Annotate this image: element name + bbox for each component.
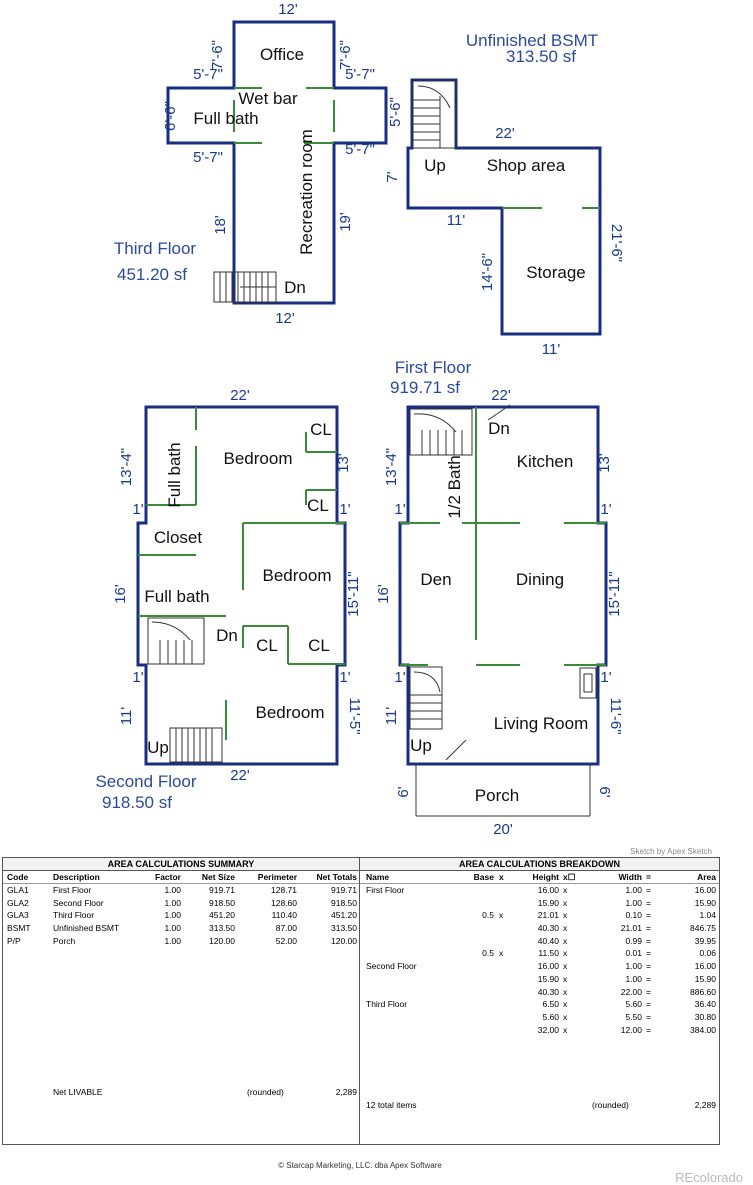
breakdown-cell-eq: = — [646, 910, 651, 921]
breakdown-cell-base: 0.5 — [482, 910, 494, 921]
room-office: Office — [259, 45, 305, 64]
summary-row — [3, 884, 359, 897]
summary-cell-description: First Floor — [53, 885, 92, 895]
room-recreation: Recreation room — [297, 129, 316, 255]
first-floor-plan — [375, 358, 624, 838]
summary-cell-net-total: 451.20 — [331, 910, 357, 921]
summary-row — [3, 909, 359, 922]
third-floor-stairs — [214, 272, 276, 302]
third-dim-right-ext-top: 5'-7" — [345, 66, 375, 83]
breakdown-cell-area: 36.40 — [694, 999, 716, 1010]
breakdown-row — [360, 998, 719, 1011]
summary-cell-net-total: 919.71 — [331, 885, 357, 895]
room-dining: Dining — [515, 570, 565, 589]
summary-cell-perimeter: 52.00 — [275, 935, 297, 946]
breakdown-cell-width: 12.00 — [620, 1024, 642, 1035]
basement-title: Unfinished BSMT — [465, 31, 599, 50]
breakdown-cell-eq: = — [646, 885, 651, 895]
breakdown-cell-eq: = — [646, 935, 651, 946]
second-stairs-up: Up — [147, 738, 169, 757]
room-storage: Storage — [526, 263, 586, 282]
summary-row — [3, 897, 359, 910]
breakdown-cell-eq: = — [646, 961, 651, 972]
breakdown-row — [360, 935, 719, 948]
breakdown-cell-width: 0.99 — [625, 935, 642, 946]
breakdown-cell-height: 11.50 — [538, 948, 559, 959]
summary-cell-perimeter: 110.40 — [271, 910, 297, 921]
summary-cell-net-size: 918.50 — [209, 897, 235, 908]
summary-cell-net-total: 313.50 — [331, 923, 357, 934]
second-floor-title: Second Floor — [95, 772, 197, 791]
second-floor-plan — [95, 387, 363, 812]
breakdown-total: 2,289 — [694, 1100, 716, 1110]
summary-row — [3, 922, 359, 935]
room-full-bath-third: Full bath — [193, 109, 259, 128]
breakdown-row — [360, 922, 719, 935]
breakdown-header-eq: = — [646, 872, 651, 882]
first-dim-step-right-bottom: 1' — [600, 669, 612, 686]
summary-rows — [3, 884, 359, 947]
summary-header-code: Code — [7, 872, 29, 882]
breakdown-cell-width: 5.50 — [625, 1011, 642, 1022]
basement-stairs-up: Up — [424, 156, 446, 175]
first-dim-step-left-top: 1' — [394, 501, 406, 518]
summary-cell-factor: 1.00 — [164, 885, 181, 895]
summary-cell-net-total: 918.50 — [331, 897, 357, 908]
breakdown-cell-x2: x — [563, 961, 568, 972]
room-half-bath: 1/2 Bath — [445, 455, 464, 519]
second-dim-left-lower: 11' — [118, 706, 135, 726]
basement-dim-mid: 11' — [446, 212, 466, 229]
breakdown-cell-height: 5.60 — [542, 1011, 559, 1022]
breakdown-cell-width: 0.01 — [625, 948, 642, 959]
second-floor-area: 918.50 sf — [102, 793, 172, 812]
first-dim-right-mid: 15'-11" — [606, 571, 623, 617]
summary-cell-factor: 1.00 — [164, 923, 181, 934]
second-dim-step-right-bottom: 1' — [339, 669, 351, 686]
summary-cell-description: Unfinished BSMT — [53, 923, 120, 934]
breakdown-rounded: (rounded) — [592, 1100, 629, 1110]
breakdown-cell-x2: x — [563, 1024, 568, 1035]
room-kitchen: Kitchen — [516, 452, 574, 471]
first-dim-top: 22' — [491, 387, 511, 404]
fireplace-icon — [580, 668, 596, 698]
breakdown-cell-area: 30.80 — [694, 1011, 716, 1022]
breakdown-cell-width: 1.00 — [625, 885, 642, 895]
breakdown-cell-x2: x — [563, 986, 568, 997]
third-dim-bottom: 12' — [275, 310, 295, 327]
breakdown-header-width: Width — [618, 872, 642, 882]
breakdown-cell-eq: = — [646, 1024, 651, 1035]
room-bedroom-second-a: Bedroom — [223, 449, 293, 468]
breakdown-cell-height: 15.90 — [537, 897, 559, 908]
breakdown-cell-width: 1.00 — [625, 897, 642, 908]
second-floor-stairs-a — [148, 618, 204, 664]
first-dim-right-lower: 11'-6" — [607, 697, 624, 735]
third-dim-left-ext-top: 5'-7" — [193, 66, 223, 83]
first-stairs-up: Up — [410, 736, 432, 755]
summary-cell-factor: 1.00 — [164, 935, 181, 946]
room-porch: Porch — [474, 786, 520, 805]
second-floor-stairs-b — [170, 728, 222, 762]
first-dim-left-upper: 13'-4" — [383, 447, 400, 487]
breakdown-rows — [360, 884, 719, 1036]
breakdown-cell-area: 16.00 — [694, 961, 716, 972]
breakdown-cell-x2: x — [563, 948, 568, 959]
breakdown-cell-area: 16.00 — [694, 885, 716, 895]
breakdown-header-name: Name — [366, 872, 390, 882]
breakdown-row — [360, 909, 719, 922]
room-bedroom-second-b: Bedroom — [262, 566, 332, 585]
summary-rounded: (rounded) — [247, 1087, 284, 1097]
third-dim-right-main: 19' — [337, 212, 354, 232]
breakdown-cell-height: 40.30 — [537, 986, 559, 997]
second-dim-right-mid: 15'-11" — [345, 571, 362, 617]
basement-area: 313.50 sf — [506, 47, 576, 66]
breakdown-cell-width: 22.00 — [620, 986, 642, 997]
breakdown-cell-height: 40.40 — [537, 935, 559, 946]
area-breakdown-table — [360, 858, 719, 1144]
summary-cell-factor: 1.00 — [164, 910, 181, 921]
basement-stairs — [412, 80, 456, 148]
breakdown-cell-width: 1.00 — [625, 961, 642, 972]
breakdown-cell-area: 15.90 — [694, 973, 716, 984]
breakdown-row — [360, 986, 719, 999]
basement-plan — [384, 31, 625, 358]
breakdown-row — [360, 884, 719, 897]
breakdown-total-label: 12 total items — [366, 1100, 417, 1110]
third-dim-right-upper: 7'-6" — [337, 40, 354, 70]
breakdown-cell-area: 846.75 — [690, 923, 716, 934]
closet-cl-a: CL — [310, 420, 332, 439]
summary-header-row — [3, 871, 359, 884]
first-floor-title: First Floor — [394, 358, 472, 377]
breakdown-cell-height: 32.00 — [537, 1024, 559, 1035]
summary-cell-description: Porch — [53, 935, 76, 946]
breakdown-cell-x2: x — [563, 973, 568, 984]
summary-cell-perimeter: 128.71 — [271, 885, 297, 895]
breakdown-cell-height: 16.00 — [537, 885, 559, 895]
summary-cell-code: BSMT — [7, 923, 31, 934]
second-dim-step-right-top: 1' — [339, 501, 351, 518]
summary-cell-perimeter: 128.60 — [271, 897, 297, 908]
summary-net-total: 2,289 — [335, 1087, 357, 1097]
summary-header-description: Description — [53, 872, 100, 882]
breakdown-cell-x2: x — [563, 885, 568, 895]
summary-header-net-size: Net Size — [201, 872, 235, 882]
breakdown-cell-eq: = — [646, 999, 651, 1010]
room-full-bath-second-a: Full bath — [165, 442, 184, 508]
breakdown-cell-name: Second Floor — [366, 961, 417, 972]
breakdown-cell-area: 886.60 — [690, 986, 716, 997]
breakdown-cell-x2: x — [563, 999, 568, 1010]
second-dim-right-lower: 11'-5" — [346, 697, 363, 735]
breakdown-row — [360, 947, 719, 960]
first-floor-stairs-a — [410, 409, 472, 455]
breakdown-cell-x1: x — [499, 948, 504, 959]
room-den: Den — [420, 570, 452, 589]
breakdown-row — [360, 1011, 719, 1024]
third-stairs-dn: Dn — [284, 278, 306, 297]
breakdown-cell-height: 21.01 — [537, 910, 559, 921]
third-floor-plan — [114, 1, 386, 327]
summary-cell-perimeter: 87.00 — [275, 923, 297, 934]
breakdown-cell-area: 15.90 — [694, 897, 716, 908]
breakdown-cell-x2: x — [563, 897, 568, 908]
porch-dim-bottom: 20' — [493, 821, 513, 838]
summary-net-label: Net LIVABLE — [53, 1087, 103, 1097]
first-floor-stairs-b — [410, 667, 442, 729]
basement-dim-storage-left: 14'-6" — [479, 252, 496, 292]
breakdown-cell-eq: = — [646, 1011, 651, 1022]
summary-cell-code: GLA3 — [7, 910, 29, 921]
room-full-bath-second-b: Full bath — [144, 587, 210, 606]
summary-cell-net-size: 919.71 — [209, 885, 235, 895]
breakdown-cell-eq: = — [646, 897, 651, 908]
third-dim-left-ext-bottom: 5'-7" — [193, 149, 223, 166]
summary-cell-factor: 1.00 — [164, 897, 181, 908]
summary-cell-code: GLA1 — [7, 885, 29, 895]
room-bedroom-second-c: Bedroom — [255, 703, 325, 722]
second-dim-right-upper: 13' — [335, 453, 352, 473]
summary-cell-net-size: 120.00 — [209, 935, 235, 946]
breakdown-row — [360, 973, 719, 986]
breakdown-cell-name: Third Floor — [366, 999, 408, 1010]
breakdown-row — [360, 1024, 719, 1037]
breakdown-cell-x2: x — [563, 910, 568, 921]
first-dim-right-upper: 13' — [596, 453, 613, 473]
room-shop-area: Shop area — [486, 156, 566, 175]
breakdown-cell-width: 0.10 — [625, 910, 642, 921]
third-dim-left-main: 18' — [212, 215, 229, 235]
summary-header-net-totals: Net Totals — [316, 872, 357, 882]
basement-dim-right: 21'-6" — [608, 223, 625, 263]
breakdown-cell-eq: = — [646, 923, 651, 934]
breakdown-cell-eq: = — [646, 948, 651, 959]
breakdown-header-x2: x☐ — [563, 872, 576, 882]
breakdown-row — [360, 897, 719, 910]
breakdown-cell-eq: = — [646, 986, 651, 997]
closet-cl-c: CL — [256, 636, 278, 655]
third-floor-title: Third Floor — [113, 239, 197, 258]
first-dim-step-right-top: 1' — [600, 501, 612, 518]
first-stairs-dn: Dn — [488, 419, 510, 438]
summary-cell-code: P/P — [7, 935, 21, 946]
area-summary-table — [3, 858, 360, 1144]
basement-dim-bottom: 11' — [541, 341, 561, 358]
breakdown-cell-height: 6.50 — [542, 999, 559, 1010]
closet-cl-b: CL — [307, 496, 329, 515]
second-dim-bottom: 22' — [230, 767, 250, 784]
breakdown-cell-height: 15.90 — [537, 973, 559, 984]
room-closet: Closet — [153, 528, 203, 547]
third-dim-left-side: 6'-6" — [162, 101, 179, 131]
third-dim-top: 12' — [278, 1, 298, 18]
breakdown-title: AREA CALCULATIONS BREAKDOWN — [360, 858, 719, 871]
breakdown-cell-width: 21.01 — [620, 923, 642, 934]
basement-dim-stair: 5'-6" — [387, 97, 404, 127]
breakdown-cell-width: 1.00 — [625, 973, 642, 984]
breakdown-cell-width: 5.60 — [625, 999, 642, 1010]
second-dim-step-left-bottom: 1' — [132, 669, 144, 686]
breakdown-header-x1: x — [499, 872, 504, 882]
area-calculations — [2, 857, 720, 1145]
breakdown-cell-area: 384.00 — [690, 1024, 716, 1035]
summary-cell-net-total: 120.00 — [331, 935, 357, 946]
porch-dim-right: 6' — [596, 786, 613, 798]
breakdown-cell-x2: x — [563, 1011, 568, 1022]
summary-cell-net-size: 451.20 — [209, 910, 235, 921]
second-dim-left-mid: 16' — [112, 584, 129, 604]
first-dim-left-lower: 11' — [383, 706, 400, 726]
summary-cell-description: Second Floor — [53, 897, 104, 908]
second-dim-top: 22' — [230, 387, 250, 404]
breakdown-cell-area: 39.95 — [694, 935, 716, 946]
breakdown-cell-eq: = — [646, 973, 651, 984]
copyright: © Starcap Marketing, LLC. dba Apex Software — [278, 1161, 442, 1170]
porch-dim-left: 6' — [395, 786, 412, 798]
closet-cl-d: CL — [308, 636, 330, 655]
room-living: Living Room — [493, 714, 589, 733]
breakdown-cell-base: 0.5 — [482, 948, 494, 959]
summary-title: AREA CALCULATIONS SUMMARY — [3, 858, 359, 871]
first-floor-area: 919.71 sf — [390, 378, 460, 397]
watermark: REcolorado — [675, 1170, 743, 1185]
breakdown-header-base: Base — [473, 872, 494, 882]
first-dim-left-mid: 16' — [375, 584, 392, 604]
sketch-credit: Sketch by Apex Sketch — [630, 847, 712, 856]
breakdown-header-row — [360, 871, 719, 884]
summary-row — [3, 935, 359, 948]
breakdown-cell-height: 40.30 — [537, 923, 559, 934]
breakdown-row — [360, 960, 719, 973]
breakdown-cell-x1: x — [499, 910, 504, 921]
breakdown-cell-x2: x — [563, 923, 568, 934]
summary-cell-code: GLA2 — [7, 897, 29, 908]
second-dim-step-left-top: 1' — [132, 501, 144, 518]
second-stairs-dn: Dn — [216, 626, 238, 645]
third-dim-left-upper: 7'-6" — [209, 40, 226, 70]
room-wet-bar: Wet bar — [238, 89, 298, 108]
breakdown-cell-height: 16.00 — [537, 961, 559, 972]
breakdown-cell-area: 1.04 — [699, 910, 716, 921]
second-dim-left-upper: 13'-4" — [118, 447, 135, 487]
third-dim-right-ext-bottom: 5'-7" — [345, 141, 375, 158]
breakdown-cell-x2: x — [563, 935, 568, 946]
breakdown-cell-area: 0.06 — [699, 948, 716, 959]
summary-cell-description: Third Floor — [53, 910, 95, 921]
basement-dim-top: 22' — [495, 125, 515, 142]
breakdown-header-area: Area — [697, 872, 716, 882]
summary-cell-net-size: 313.50 — [209, 923, 235, 934]
summary-header-perimeter: Perimeter — [257, 872, 297, 882]
third-floor-area: 451.20 sf — [117, 265, 187, 284]
breakdown-cell-name: First Floor — [366, 885, 405, 895]
basement-dim-left: 7' — [384, 171, 401, 183]
summary-header-factor: Factor — [155, 872, 181, 882]
breakdown-header-height: Height — [532, 872, 559, 882]
first-dim-step-left-bottom: 1' — [394, 669, 406, 686]
